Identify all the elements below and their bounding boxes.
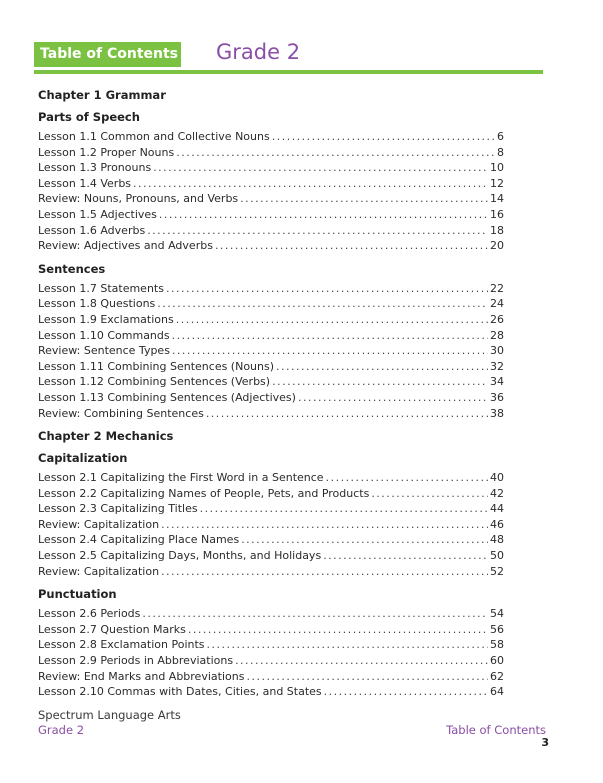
dot-leader <box>176 312 488 328</box>
toc-entry <box>38 501 504 517</box>
toc-entry-page: 40 <box>490 471 504 485</box>
toc-entry-title: Lesson 1.7 Statements <box>38 281 164 295</box>
dot-leader <box>272 374 488 390</box>
toc-entry-page: 8 <box>497 145 504 159</box>
dot-leader <box>166 281 488 297</box>
toc-entry-page: 24 <box>490 297 504 311</box>
dot-leader <box>200 501 488 517</box>
toc-entry-page: 22 <box>490 281 504 295</box>
chapter-heading: Chapter 2 Mechanics <box>38 429 174 444</box>
toc-entry <box>38 328 504 344</box>
toc-entry-title: Lesson 1.1 Common and Collective Nouns <box>38 130 270 143</box>
toc-entry <box>38 390 504 406</box>
toc-entry-page: 58 <box>490 638 504 652</box>
section-heading: Punctuation <box>38 587 117 602</box>
toc-entry-page: 52 <box>490 564 504 578</box>
toc-entry <box>38 406 504 422</box>
toc-entry-title: Lesson 2.1 Capitalizing the First Word in a Sentence <box>38 471 324 485</box>
toc-entry-page: 6 <box>497 130 504 143</box>
toc-entry <box>38 191 504 207</box>
section-entries <box>38 606 504 700</box>
toc-entry-page: 28 <box>490 328 504 342</box>
dot-leader <box>246 669 488 685</box>
toc-entry-title: Lesson 1.5 Adjectives <box>38 207 157 221</box>
footer-book-info <box>38 708 181 738</box>
table-of-contents-label: Table of Contents <box>34 42 181 67</box>
toc-entry-page: 18 <box>490 223 504 237</box>
toc-entry-page: 30 <box>490 344 504 358</box>
grade-title: Grade 2 <box>216 40 301 64</box>
toc-entry <box>38 207 504 223</box>
toc-entry-title: Lesson 1.12 Combining Sentences (Verbs) <box>38 375 271 389</box>
toc-entry <box>38 281 504 297</box>
toc-entry <box>38 517 504 533</box>
toc-entry <box>38 160 504 176</box>
dot-leader <box>157 296 488 312</box>
toc-entry-page: 42 <box>490 486 504 500</box>
dot-leader <box>240 191 488 207</box>
footer-grade: Grade 2 <box>38 723 85 737</box>
toc-entry <box>38 548 504 564</box>
dot-leader <box>161 564 488 580</box>
toc-entry-title: Lesson 2.6 Periods <box>38 607 141 621</box>
section-entries <box>38 281 504 421</box>
toc-entry-title: Lesson 2.9 Periods in Abbreviations <box>38 654 234 668</box>
toc-entry-title: Lesson 2.8 Exclamation Points <box>38 638 205 652</box>
toc-entry-title: Review: End Marks and Abbreviations <box>38 669 245 683</box>
toc-entry-page: 10 <box>490 161 504 175</box>
toc-list <box>38 84 504 700</box>
toc-entry-page: 56 <box>490 622 504 636</box>
dot-leader <box>153 160 488 176</box>
dot-leader <box>172 343 488 359</box>
toc-entry-title: Lesson 2.10 Commas with Dates, Cities, and States <box>38 685 322 699</box>
toc-entry-page: 60 <box>490 654 504 668</box>
section-entries <box>38 129 504 254</box>
toc-entry <box>38 129 504 145</box>
toc-entry-title: Lesson 1.3 Pronouns <box>38 161 152 175</box>
toc-entry-title: Review: Combining Sentences <box>38 406 204 420</box>
dot-leader <box>188 622 488 638</box>
dot-leader <box>159 207 488 223</box>
toc-entry-title: Lesson 1.2 Proper Nouns <box>38 145 175 159</box>
toc-entry <box>38 296 504 312</box>
toc-entry-title: Lesson 1.8 Questions <box>38 297 156 311</box>
dot-leader <box>276 359 488 375</box>
toc-entry-title: Review: Capitalization <box>38 564 160 578</box>
toc-entry-title: Review: Capitalization <box>38 517 160 531</box>
toc-entry-page: 44 <box>490 502 504 516</box>
toc-entry-title: Lesson 1.11 Combining Sentences (Nouns) <box>38 359 275 373</box>
section-heading: Sentences <box>38 261 106 276</box>
dot-leader <box>326 470 488 486</box>
toc-entry-page: 50 <box>490 549 504 563</box>
toc-entry-page: 16 <box>490 207 504 221</box>
toc-entry-title: Lesson 2.5 Capitalizing Days, Months, and Holidays <box>38 549 322 563</box>
toc-entry-page: 20 <box>490 239 504 253</box>
dot-leader <box>206 406 488 422</box>
toc-entry-title: Review: Adjectives and Adverbs <box>38 239 213 253</box>
toc-entry <box>38 532 504 548</box>
toc-entry-page: 46 <box>490 517 504 531</box>
toc-entry-title: Lesson 1.13 Combining Sentences (Adjectives) <box>38 390 296 404</box>
toc-entry-page: 36 <box>490 390 504 404</box>
toc-entry <box>38 359 504 375</box>
toc-entry-page: 14 <box>490 192 504 206</box>
chapter-heading: Chapter 1 Grammar <box>38 88 166 102</box>
toc-entry-page: 38 <box>490 406 504 420</box>
dot-leader <box>298 390 488 406</box>
section-heading: Capitalization <box>38 451 128 466</box>
section-entries <box>38 470 504 579</box>
dot-leader <box>207 637 488 653</box>
section-heading: Parts of Speech <box>38 110 140 124</box>
toc-entry-title: Lesson 1.9 Exclamations <box>38 312 174 326</box>
toc-entry-title: Lesson 1.4 Verbs <box>38 176 132 190</box>
toc-entry <box>38 486 504 502</box>
toc-entry-page: 12 <box>490 176 504 190</box>
toc-entry-title: Review: Nouns, Pronouns, and Verbs <box>38 192 239 206</box>
toc-entry-title: Lesson 2.3 Capitalizing Titles <box>38 502 198 516</box>
dot-leader <box>324 684 488 700</box>
dot-leader <box>272 129 495 145</box>
toc-entry <box>38 223 504 239</box>
dot-leader <box>147 223 488 239</box>
toc-entry <box>38 622 504 638</box>
toc-entry-title: Lesson 2.2 Capitalizing Names of People, Pets, and Products <box>38 486 370 500</box>
toc-entry-page: 48 <box>490 533 504 547</box>
dot-leader <box>176 145 495 161</box>
dot-leader <box>241 532 488 548</box>
footer-book-title: Spectrum Language Arts <box>38 708 181 722</box>
toc-entry <box>38 564 504 580</box>
toc-entry-title: Lesson 1.6 Adverbs <box>38 223 146 237</box>
dot-leader <box>323 548 488 564</box>
toc-entry <box>38 606 504 622</box>
toc-entry-title: Lesson 1.10 Commands <box>38 328 170 342</box>
toc-entry <box>38 312 504 328</box>
dot-leader <box>235 653 488 669</box>
toc-entry-page: 64 <box>490 685 504 699</box>
toc-entry-page: 32 <box>490 359 504 373</box>
dot-leader <box>142 606 488 622</box>
toc-entry <box>38 470 504 486</box>
dot-leader <box>371 486 488 502</box>
toc-entry-title: Lesson 2.4 Capitalizing Place Names <box>38 533 240 547</box>
header-divider <box>34 70 543 74</box>
dot-leader <box>161 517 488 533</box>
toc-entry <box>38 238 504 254</box>
toc-entry <box>38 653 504 669</box>
toc-entry <box>38 145 504 161</box>
toc-entry <box>38 637 504 653</box>
toc-entry-page: 34 <box>490 375 504 389</box>
toc-entry-title: Lesson 2.7 Question Marks <box>38 622 186 636</box>
dot-leader <box>215 238 488 254</box>
page-number: 3 <box>541 736 549 749</box>
toc-entry <box>38 669 504 685</box>
dot-leader <box>172 328 488 344</box>
toc-entry <box>38 374 504 390</box>
toc-entry-page: 62 <box>490 669 504 683</box>
toc-entry <box>38 176 504 192</box>
footer-section-label: Table of Contents <box>446 723 546 737</box>
toc-entry <box>38 343 504 359</box>
dot-leader <box>133 176 488 192</box>
toc-entry-page: 54 <box>490 607 504 621</box>
toc-entry <box>38 684 504 700</box>
toc-entry-page: 26 <box>490 312 504 326</box>
toc-entry-title: Review: Sentence Types <box>38 344 170 358</box>
